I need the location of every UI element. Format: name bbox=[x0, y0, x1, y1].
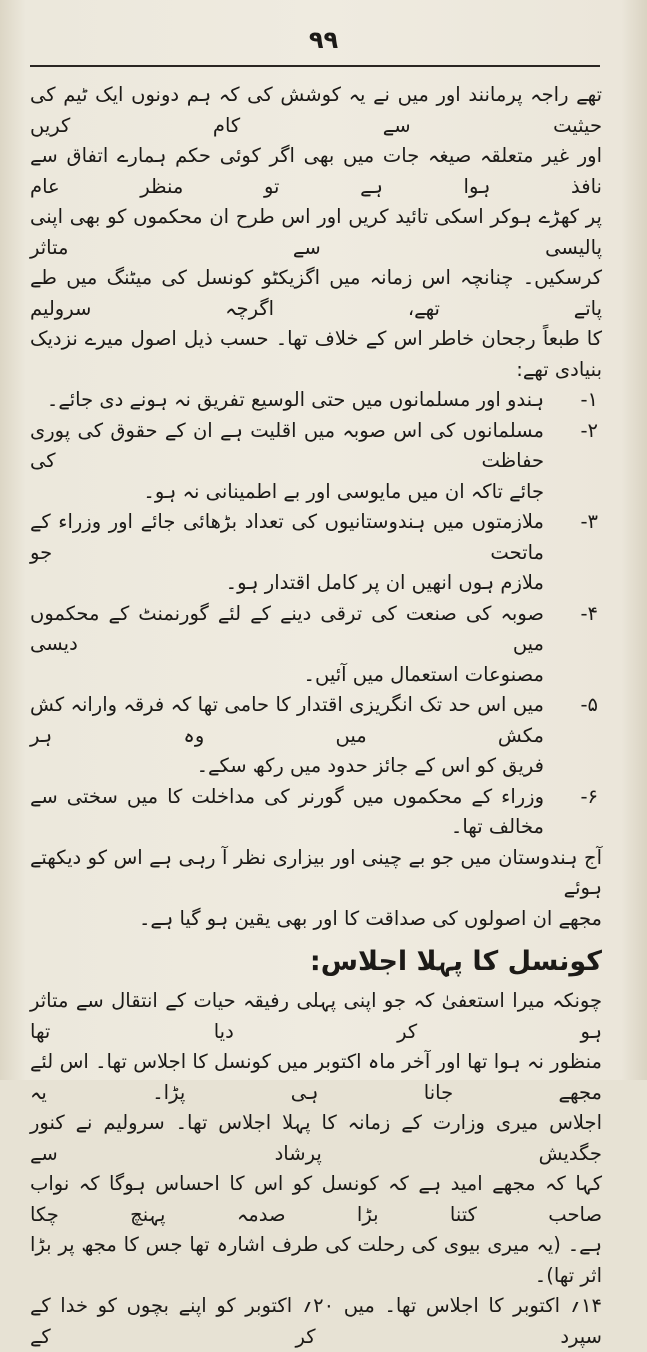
text-line: اجلاس میری وزارت کے زمانہ کا پہلا اجلاس تھا۔ سرولیم نے کنور جگدیش پرشاد سے bbox=[30, 1111, 602, 1165]
text-line: فریق کو اس کے جائز حدود میں رکھ سکے۔ bbox=[196, 754, 544, 777]
item-number: ۶- bbox=[580, 784, 598, 808]
text-line: اور غیر متعلقہ صیغہ جات میں بھی اگر کوئی حکم ہمارے اتفاق سے نافذ ہوا ہے تو منظر عام bbox=[30, 144, 602, 198]
principle-item-6 bbox=[30, 782, 602, 843]
principle-item-2 bbox=[30, 416, 602, 508]
text-line: ملازم ہوں انھیں ان پر کامل اقتدار ہو۔ bbox=[225, 571, 544, 594]
paragraph-council bbox=[30, 986, 602, 1352]
text-line: ۱۴؍ اکتوبر کا اجلاس تھا۔ میں ۲۰؍ اکتوبر کو اپنے بچوں کو خدا کے سپرد کر کے bbox=[30, 1294, 602, 1348]
paragraph-intro bbox=[30, 80, 602, 385]
principle-item-3 bbox=[30, 507, 602, 599]
text-line: ہندو اور مسلمانوں میں حتی الوسیع تفریق نہ ہونے دی جائے۔ bbox=[46, 388, 544, 411]
paragraph-reflection bbox=[30, 843, 602, 935]
text-line: مصنوعات استعمال میں آئیں۔ bbox=[303, 662, 544, 686]
text-line: کا طبعاً رجحان خاطر اس کے خلاف تھا۔ حسب ذیل اصول میرے نزدیک بنیادی تھے: bbox=[30, 327, 602, 381]
text-line: صوبہ کی صنعت کی ترقی دینے کے لئے گورنمنٹ کے محکموں میں دیسی bbox=[30, 601, 544, 655]
text-line: مجھے ان اصولوں کی صداقت کا اور بھی یقین ہو گیا ہے۔ bbox=[138, 906, 602, 930]
text-line: پر کھڑے ہوکر اسکی تائید کریں اور اس طرح ان محکموں کو بھی اپنی پالیسی سے متاثر bbox=[30, 205, 602, 259]
text-line: منظور نہ ہوا تھا اور آخر ماہ اکتوبر میں کونسل کا اجلاس تھا۔ اس لئے مجھے جانا ہی پڑا۔ یہ bbox=[30, 1050, 602, 1104]
item-number: ۵- bbox=[580, 693, 598, 716]
page-body bbox=[30, 80, 602, 1352]
text-line: ملازمتوں میں ہندوستانیوں کی تعداد بڑھائی جائے اور وزراء کے ماتحت جو bbox=[30, 510, 544, 564]
principle-item-1 bbox=[30, 385, 602, 416]
text-line: میں اس حد تک انگریزی اقتدار کا حامی تھا کہ فرقہ وارانہ کش مکش میں وہ ہر bbox=[30, 693, 544, 747]
item-number: ۳- bbox=[580, 510, 598, 533]
page-number: ۹۹ bbox=[308, 26, 339, 54]
item-number: ۱- bbox=[580, 388, 598, 411]
header-rule bbox=[30, 65, 600, 67]
item-number: ۲- bbox=[580, 418, 598, 442]
text-line: جائے تاکہ ان میں مایوسی اور بے اطمینانی نہ ہو۔ bbox=[143, 479, 544, 503]
text-line: کرسکیں۔ چنانچہ اس زمانہ میں اگزیکٹو کونسل کی میٹنگ میں طے پاتے تھے، اگرچہ سرولیم bbox=[30, 266, 602, 320]
item-number: ۴- bbox=[580, 601, 598, 625]
principle-item-5 bbox=[30, 690, 602, 782]
text-line: کہا کہ مجھے امید ہے کہ کونسل کو اس کا احساس ہوگا کہ نواب صاحب کتنا بڑا صدمہ پہنچ چکا bbox=[30, 1172, 602, 1226]
text-line: مسلمانوں کی اس صوبہ میں اقلیت ہے ان کے حقوق کی پوری حفاظت کی bbox=[30, 418, 544, 472]
text-line: وزراء کے محکموں میں گورنر کی مداخلت کا میں سختی سے مخالف تھا۔ bbox=[30, 784, 544, 838]
text-line: ہے۔ (یہ میری بیوی کی رحلت کی طرف اشارہ تھا جس کا مجھ پر بڑا اثر تھا)۔ bbox=[30, 1233, 602, 1287]
section-heading: کونسل کا پہلا اجلاس: bbox=[309, 946, 602, 977]
text-line: تھے راجہ پرمانند اور میں نے یہ کوشش کی کہ ہم دونوں ایک ٹیم کی حیثیت سے کام کریں bbox=[30, 83, 602, 137]
text-line: آج ہندوستان میں جو بے چینی اور بیزاری نظر آ رہی ہے اس کو دیکھتے ہوئے bbox=[30, 845, 602, 899]
text-line: چونکہ میرا استعفیٰ کہ جو اپنی پہلی رفیقہ حیات کے انتقال سے متاثر ہو کر دیا تھا bbox=[30, 989, 602, 1043]
principle-item-4 bbox=[30, 599, 602, 691]
